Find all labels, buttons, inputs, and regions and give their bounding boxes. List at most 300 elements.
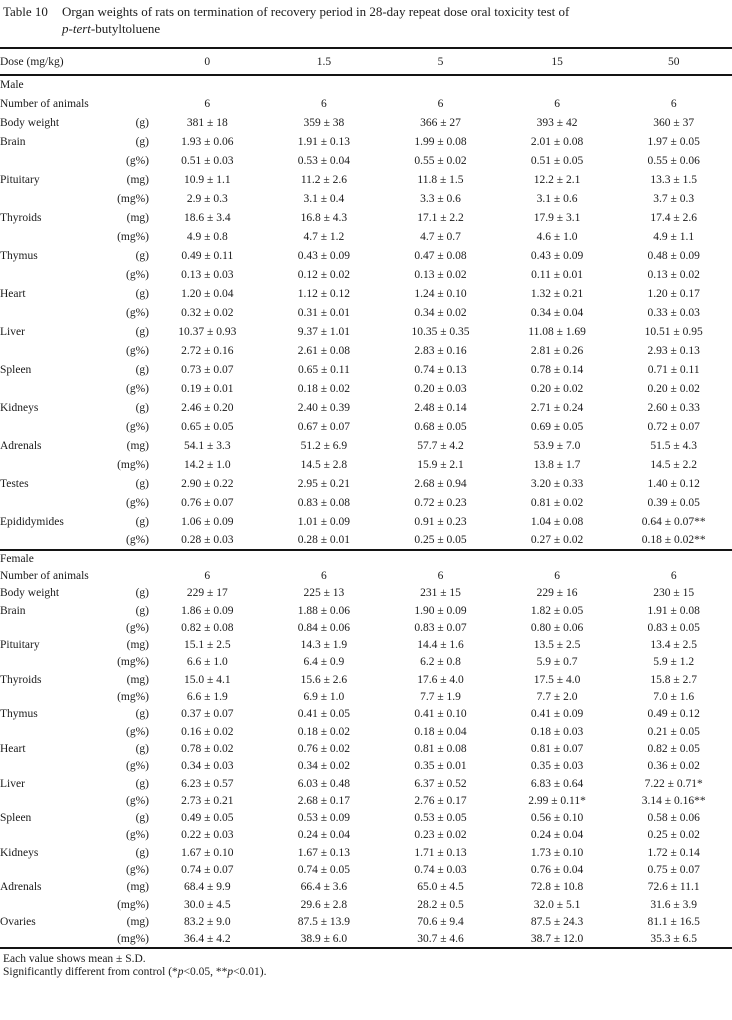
value-cell: 0.13 ± 0.02 xyxy=(414,268,467,281)
value-cell: 13.3 ± 1.5 xyxy=(650,173,697,186)
value-cell: 6 xyxy=(204,569,211,582)
organ-name: Pituitary xyxy=(0,639,40,652)
value-cell: 0.48 ± 0.09 xyxy=(647,249,700,262)
value-cell: 81.1 ± 16.5 xyxy=(647,915,700,928)
value-cell: 0.35 ± 0.03 xyxy=(530,760,584,773)
value-cell: 0.25 ± 0.05 xyxy=(414,534,467,546)
table-row xyxy=(0,512,732,531)
value-cell: 0.28 ± 0.03 xyxy=(181,534,234,546)
value-cell: 0.24 ± 0.04 xyxy=(530,829,584,842)
value-cell: 0.49 ± 0.11 xyxy=(181,249,234,262)
value-cell: 0.37 ± 0.07 xyxy=(181,708,234,721)
value-cell: 72.6 ± 11.1 xyxy=(647,881,700,894)
organ-name xyxy=(0,619,62,636)
organ-name xyxy=(0,531,62,550)
organ-name: Testes xyxy=(0,477,29,490)
value-cell: 2.61 ± 0.08 xyxy=(297,344,351,357)
unit-label: (g) xyxy=(135,515,149,528)
table-row xyxy=(0,844,732,861)
unit-label: (g%) xyxy=(126,154,149,167)
unit-label: (g) xyxy=(135,708,149,721)
value-cell: 0.47 ± 0.08 xyxy=(414,249,467,262)
value-cell: 4.6 ± 1.0 xyxy=(536,230,578,243)
value-cell: 0.68 ± 0.05 xyxy=(414,420,467,433)
organ-name: Thymus xyxy=(0,708,38,721)
section-label: Female xyxy=(0,553,34,566)
value-cell: 231 ± 15 xyxy=(420,587,461,600)
table-row xyxy=(0,619,732,636)
table-row xyxy=(0,474,732,493)
value-cell: 38.7 ± 12.0 xyxy=(530,932,584,945)
value-cell: 0.43 ± 0.09 xyxy=(297,249,351,262)
unit-label: (g) xyxy=(135,604,149,617)
table-row xyxy=(0,398,732,417)
value-cell: 1.72 ± 0.14 xyxy=(647,846,700,859)
table-row xyxy=(0,94,732,113)
value-cell: 1.88 ± 0.06 xyxy=(297,604,351,617)
value-cell: 17.4 ± 2.6 xyxy=(650,211,697,224)
value-cell: 1.86 ± 0.09 xyxy=(181,604,234,617)
table-caption xyxy=(62,4,726,37)
unit-label: (g%) xyxy=(126,534,149,546)
table-row xyxy=(0,931,732,948)
value-cell: 2.95 ± 0.21 xyxy=(297,477,351,490)
table-row xyxy=(0,688,732,705)
value-cell: 15.0 ± 4.1 xyxy=(184,673,231,686)
value-cell: 32.0 ± 5.1 xyxy=(533,898,581,911)
organ-name xyxy=(0,455,62,474)
value-cell: 14.2 ± 1.0 xyxy=(184,458,231,471)
value-cell: 0.28 ± 0.01 xyxy=(297,534,351,546)
value-cell: 0.81 ± 0.07 xyxy=(530,742,584,755)
value-cell: 0.75 ± 0.07 xyxy=(647,863,700,876)
value-cell: 17.9 ± 3.1 xyxy=(533,211,581,224)
value-cell: 0.18 ± 0.02** xyxy=(641,534,706,546)
value-cell: 6 xyxy=(670,97,677,110)
dose-value-0: 0 xyxy=(204,55,211,68)
value-cell: 68.4 ± 9.9 xyxy=(184,881,231,894)
value-cell: 0.81 ± 0.08 xyxy=(414,742,467,755)
organ-name xyxy=(0,265,62,284)
value-cell: 6 xyxy=(321,97,327,110)
value-cell: 0.23 ± 0.02 xyxy=(414,829,467,842)
value-cell: 6.6 ± 1.9 xyxy=(186,691,228,704)
value-cell: 1.71 ± 0.13 xyxy=(414,846,467,859)
organ-weights-table xyxy=(0,47,732,949)
footnote-significance xyxy=(3,966,732,980)
value-cell: 16.8 ± 4.3 xyxy=(300,211,348,224)
organ-name xyxy=(0,341,62,360)
table-row xyxy=(0,208,732,227)
organ-name xyxy=(0,227,62,246)
organ-name: Pituitary xyxy=(0,173,40,186)
organ-name: Liver xyxy=(0,325,25,338)
table-row xyxy=(0,723,732,740)
value-cell: 14.5 ± 2.8 xyxy=(300,458,348,471)
organ-name: Spleen xyxy=(0,812,32,825)
organ-name xyxy=(0,758,62,775)
value-cell: 38.9 ± 6.0 xyxy=(300,932,348,945)
organ-name: Body weight xyxy=(0,116,60,129)
value-cell: 0.18 ± 0.02 xyxy=(297,382,351,395)
unit-label: (g) xyxy=(135,135,149,148)
value-cell: 1.04 ± 0.08 xyxy=(530,515,584,528)
value-cell: 2.72 ± 0.16 xyxy=(181,344,234,357)
section-label-row xyxy=(0,75,732,94)
value-cell: 35.3 ± 6.5 xyxy=(650,932,697,945)
value-cell: 0.76 ± 0.07 xyxy=(181,496,234,509)
value-cell: 2.68 ± 0.94 xyxy=(414,477,467,490)
value-cell: 6 xyxy=(321,569,327,582)
value-cell: 2.01 ± 0.08 xyxy=(530,135,584,148)
table-row xyxy=(0,493,732,512)
dose-value-1: 1.5 xyxy=(316,55,332,68)
unit-label: (g) xyxy=(135,777,149,790)
value-cell: 18.6 ± 3.4 xyxy=(184,211,231,224)
value-cell: 2.81 ± 0.26 xyxy=(530,344,584,357)
unit-label: (g) xyxy=(135,287,149,300)
value-cell: 11.8 ± 1.5 xyxy=(417,173,464,186)
value-cell: 3.7 ± 0.3 xyxy=(653,192,695,205)
value-cell: 1.40 ± 0.12 xyxy=(647,477,700,490)
dose-header xyxy=(0,48,732,75)
table-row xyxy=(0,227,732,246)
value-cell: 0.39 ± 0.05 xyxy=(647,496,700,509)
value-cell: 0.34 ± 0.04 xyxy=(530,306,584,319)
table-title xyxy=(0,0,732,37)
value-cell: 1.67 ± 0.13 xyxy=(297,846,351,859)
table-row xyxy=(0,322,732,341)
unit-label: (g%) xyxy=(126,863,149,876)
footnotes xyxy=(0,953,732,980)
value-cell: 2.60 ± 0.33 xyxy=(647,401,700,414)
table-row xyxy=(0,585,732,602)
value-cell: 0.34 ± 0.02 xyxy=(297,760,351,773)
value-cell: 0.55 ± 0.02 xyxy=(414,154,467,167)
value-cell: 15.8 ± 2.7 xyxy=(650,673,697,686)
value-cell: 0.72 ± 0.07 xyxy=(647,420,700,433)
value-cell: 0.34 ± 0.02 xyxy=(414,306,467,319)
unit-label: (g) xyxy=(135,477,149,490)
organ-name: Ovaries xyxy=(0,915,36,928)
value-cell: 0.64 ± 0.07** xyxy=(641,515,706,528)
unit-label: (mg) xyxy=(126,881,149,894)
organ-name: Thyroids xyxy=(0,211,42,224)
value-cell: 0.58 ± 0.06 xyxy=(647,812,700,825)
value-cell: 17.1 ± 2.2 xyxy=(417,211,464,224)
value-cell: 1.90 ± 0.09 xyxy=(414,604,467,617)
organ-name xyxy=(0,379,62,398)
value-cell: 0.82 ± 0.08 xyxy=(181,621,234,634)
value-cell: 0.78 ± 0.02 xyxy=(181,742,234,755)
unit-label: (g%) xyxy=(126,306,149,319)
value-cell: 2.68 ± 0.17 xyxy=(297,794,351,807)
value-cell: 2.76 ± 0.17 xyxy=(414,794,467,807)
table-row xyxy=(0,896,732,913)
value-cell: 36.4 ± 4.2 xyxy=(184,932,231,945)
table-row xyxy=(0,654,732,671)
footnote-text: <0.01). xyxy=(233,966,267,979)
value-cell: 0.74 ± 0.13 xyxy=(414,363,467,376)
value-cell: 0.51 ± 0.03 xyxy=(181,154,234,167)
unit-label: (g%) xyxy=(126,829,149,842)
unit-label: (mg%) xyxy=(117,932,149,945)
value-cell: 0.91 ± 0.23 xyxy=(414,515,467,528)
footnote-p-italic: p xyxy=(177,966,184,979)
value-cell: 30.0 ± 4.5 xyxy=(184,898,231,911)
value-cell: 10.9 ± 1.1 xyxy=(184,173,231,186)
value-cell: 0.41 ± 0.09 xyxy=(530,708,584,721)
value-cell: 0.20 ± 0.02 xyxy=(530,382,584,395)
value-cell: 0.13 ± 0.03 xyxy=(181,268,234,281)
table-row xyxy=(0,170,732,189)
table-row xyxy=(0,879,732,896)
table-row xyxy=(0,758,732,775)
value-cell: 57.7 ± 4.2 xyxy=(417,439,464,452)
value-cell: 0.78 ± 0.14 xyxy=(530,363,584,376)
value-cell: 0.35 ± 0.01 xyxy=(414,760,467,773)
organ-name xyxy=(0,417,62,436)
value-cell: 1.73 ± 0.10 xyxy=(530,846,584,859)
table-row xyxy=(0,436,732,455)
value-cell: 0.33 ± 0.03 xyxy=(647,306,700,319)
section-male xyxy=(0,75,732,550)
value-cell: 0.67 ± 0.07 xyxy=(297,420,351,433)
value-cell: 0.43 ± 0.09 xyxy=(530,249,584,262)
value-cell: 0.32 ± 0.02 xyxy=(181,306,234,319)
table-row xyxy=(0,189,732,208)
footnote-text: Significantly different from control (* xyxy=(3,966,178,979)
table-row xyxy=(0,636,732,653)
unit-label: (g) xyxy=(135,363,149,376)
dose-value-2: 5 xyxy=(437,55,444,68)
unit-label: (g%) xyxy=(126,621,149,634)
unit-label: (mg%) xyxy=(117,192,149,205)
unit-label: (mg) xyxy=(126,915,149,928)
value-cell: 2.40 ± 0.39 xyxy=(297,401,351,414)
value-cell: 0.16 ± 0.02 xyxy=(181,725,234,738)
table-row xyxy=(0,455,732,474)
value-cell: 230 ± 15 xyxy=(653,587,695,600)
unit-label: (mg) xyxy=(126,639,149,652)
value-cell: 0.49 ± 0.05 xyxy=(181,812,234,825)
table-row xyxy=(0,706,732,723)
value-cell: 2.71 ± 0.24 xyxy=(530,401,584,414)
value-cell: 2.83 ± 0.16 xyxy=(414,344,467,357)
organ-name: Number of animals xyxy=(0,569,89,582)
dose-value-3: 15 xyxy=(551,55,563,68)
unit-label: (g) xyxy=(135,846,149,859)
value-cell: 0.82 ± 0.05 xyxy=(647,742,700,755)
organ-name xyxy=(0,688,62,705)
organ-name: Heart xyxy=(0,742,26,755)
value-cell: 11.08 ± 1.69 xyxy=(528,325,586,338)
table-row xyxy=(0,809,732,826)
organ-name: Brain xyxy=(0,135,26,148)
unit-label: (g%) xyxy=(126,420,149,433)
value-cell: 10.37 ± 0.93 xyxy=(178,325,237,338)
value-cell: 0.76 ± 0.04 xyxy=(530,863,584,876)
value-cell: 5.9 ± 0.7 xyxy=(536,656,578,669)
value-cell: 1.24 ± 0.10 xyxy=(414,287,467,300)
value-cell: 13.8 ± 1.7 xyxy=(533,458,581,471)
value-cell: 4.9 ± 1.1 xyxy=(653,230,695,243)
value-cell: 0.83 ± 0.08 xyxy=(297,496,351,509)
value-cell: 0.49 ± 0.12 xyxy=(647,708,700,721)
value-cell: 6 xyxy=(204,97,211,110)
value-cell: 87.5 ± 13.9 xyxy=(297,915,351,928)
value-cell: 10.51 ± 0.95 xyxy=(644,325,703,338)
value-cell: 3.20 ± 0.33 xyxy=(530,477,584,490)
organ-name: Number of animals xyxy=(0,97,89,110)
value-cell: 0.56 ± 0.10 xyxy=(530,812,584,825)
table-row xyxy=(0,132,732,151)
value-cell: 83.2 ± 9.0 xyxy=(184,915,231,928)
value-cell: 7.7 ± 1.9 xyxy=(420,691,461,704)
value-cell: 1.93 ± 0.06 xyxy=(181,135,234,148)
value-cell: 1.01 ± 0.09 xyxy=(297,515,351,528)
value-cell: 0.72 ± 0.23 xyxy=(414,496,467,509)
unit-label: (g%) xyxy=(126,760,149,773)
footnote-text: <0.05, ** xyxy=(183,966,228,979)
value-cell: 0.69 ± 0.05 xyxy=(530,420,584,433)
value-cell: 6.03 ± 0.48 xyxy=(297,777,351,790)
value-cell: 6 xyxy=(437,97,444,110)
value-cell: 7.7 ± 2.0 xyxy=(536,691,578,704)
table-row xyxy=(0,246,732,265)
title-compound-rest: -butyltoluene xyxy=(90,20,161,36)
value-cell: 0.65 ± 0.05 xyxy=(181,420,234,433)
value-cell: 0.19 ± 0.01 xyxy=(181,382,234,395)
value-cell: 30.7 ± 4.6 xyxy=(417,932,464,945)
organ-name xyxy=(0,303,62,322)
value-cell: 0.20 ± 0.03 xyxy=(414,382,467,395)
value-cell: 17.6 ± 4.0 xyxy=(417,673,464,686)
value-cell: 229 ± 17 xyxy=(186,587,228,600)
value-cell: 6.4 ± 0.9 xyxy=(303,656,345,669)
table-row xyxy=(0,303,732,322)
unit-label: (mg%) xyxy=(117,656,149,669)
value-cell: 0.65 ± 0.11 xyxy=(297,363,350,376)
value-cell: 0.74 ± 0.07 xyxy=(181,863,234,876)
value-cell: 6 xyxy=(554,569,560,582)
unit-label: (mg%) xyxy=(117,691,149,704)
table-row xyxy=(0,567,732,584)
title-line1: Organ weights of rats on termination of recovery period in 28-day repeat dose oral toxicity test of xyxy=(62,4,570,19)
value-cell: 3.14 ± 0.16** xyxy=(641,794,706,807)
value-cell: 1.12 ± 0.12 xyxy=(297,287,351,300)
value-cell: 3.3 ± 0.6 xyxy=(420,192,461,205)
value-cell: 0.53 ± 0.09 xyxy=(297,812,351,825)
footnote-mean-sd: Each value shows mean ± S.D. xyxy=(3,952,146,965)
unit-label: (g) xyxy=(135,742,149,755)
value-cell: 360 ± 37 xyxy=(653,116,695,129)
value-cell: 0.74 ± 0.03 xyxy=(414,863,467,876)
value-cell: 0.11 ± 0.01 xyxy=(531,268,584,281)
value-cell: 6.83 ± 0.64 xyxy=(530,777,584,790)
unit-label: (g) xyxy=(135,249,149,262)
dose-label: Dose (mg/kg) xyxy=(0,55,64,68)
value-cell: 65.0 ± 4.5 xyxy=(417,881,464,894)
unit-label: (g%) xyxy=(126,268,149,281)
value-cell: 0.73 ± 0.07 xyxy=(181,363,234,376)
value-cell: 1.32 ± 0.21 xyxy=(530,287,584,300)
value-cell: 1.20 ± 0.04 xyxy=(181,287,234,300)
value-cell: 66.4 ± 3.6 xyxy=(300,881,348,894)
unit-label: (mg) xyxy=(126,173,149,186)
value-cell: 0.71 ± 0.11 xyxy=(647,363,700,376)
value-cell: 225 ± 13 xyxy=(303,587,345,600)
section-female xyxy=(0,550,732,948)
value-cell: 5.9 ± 1.2 xyxy=(653,656,695,669)
value-cell: 72.8 ± 10.8 xyxy=(530,881,584,894)
unit-label: (g) xyxy=(135,401,149,414)
value-cell: 0.12 ± 0.02 xyxy=(297,268,351,281)
organ-name: Body weight xyxy=(0,587,60,600)
table-row xyxy=(0,379,732,398)
dose-value-4: 50 xyxy=(667,55,680,68)
organ-name xyxy=(0,792,62,809)
organ-name: Heart xyxy=(0,287,26,300)
value-cell: 51.5 ± 4.3 xyxy=(650,439,697,452)
value-cell: 0.27 ± 0.02 xyxy=(530,534,584,546)
value-cell: 53.9 ± 7.0 xyxy=(533,439,581,452)
value-cell: 6 xyxy=(437,569,444,582)
value-cell: 2.73 ± 0.21 xyxy=(181,794,234,807)
value-cell: 1.91 ± 0.13 xyxy=(297,135,351,148)
value-cell: 1.91 ± 0.08 xyxy=(647,604,700,617)
value-cell: 0.55 ± 0.06 xyxy=(647,154,700,167)
organ-name xyxy=(0,723,62,740)
organ-name: Adrenals xyxy=(0,439,42,452)
value-cell: 0.41 ± 0.10 xyxy=(414,708,467,721)
value-cell: 0.81 ± 0.02 xyxy=(530,496,584,509)
organ-name: Epididymides xyxy=(0,515,64,528)
organ-name: Liver xyxy=(0,777,25,790)
value-cell: 11.2 ± 2.6 xyxy=(300,173,347,186)
table-row xyxy=(0,531,732,550)
value-cell: 87.5 ± 24.3 xyxy=(530,915,584,928)
table-row xyxy=(0,113,732,132)
value-cell: 393 ± 42 xyxy=(536,116,578,129)
value-cell: 17.5 ± 4.0 xyxy=(533,673,581,686)
table-row xyxy=(0,284,732,303)
value-cell: 1.99 ± 0.08 xyxy=(414,135,467,148)
value-cell: 0.51 ± 0.05 xyxy=(530,154,584,167)
value-cell: 14.4 ± 1.6 xyxy=(417,639,464,652)
organ-name xyxy=(0,861,62,878)
unit-label: (mg%) xyxy=(117,458,149,471)
table-number: Table 10 xyxy=(3,4,48,19)
value-cell: 0.18 ± 0.04 xyxy=(414,725,467,738)
organ-name xyxy=(0,654,62,671)
organ-name xyxy=(0,931,62,948)
table-row xyxy=(0,417,732,436)
organ-name xyxy=(0,151,62,170)
value-cell: 4.7 ± 0.7 xyxy=(420,230,461,243)
table-row xyxy=(0,827,732,844)
value-cell: 13.4 ± 2.5 xyxy=(650,639,697,652)
organ-name xyxy=(0,493,62,512)
value-cell: 9.37 ± 1.01 xyxy=(297,325,351,338)
table-row xyxy=(0,861,732,878)
value-cell: 2.93 ± 0.13 xyxy=(647,344,700,357)
value-cell: 2.48 ± 0.14 xyxy=(414,401,467,414)
value-cell: 29.6 ± 2.8 xyxy=(300,898,348,911)
value-cell: 31.6 ± 3.9 xyxy=(650,898,697,911)
title-compound-italic: p-tert xyxy=(62,20,91,36)
table-row xyxy=(0,671,732,688)
